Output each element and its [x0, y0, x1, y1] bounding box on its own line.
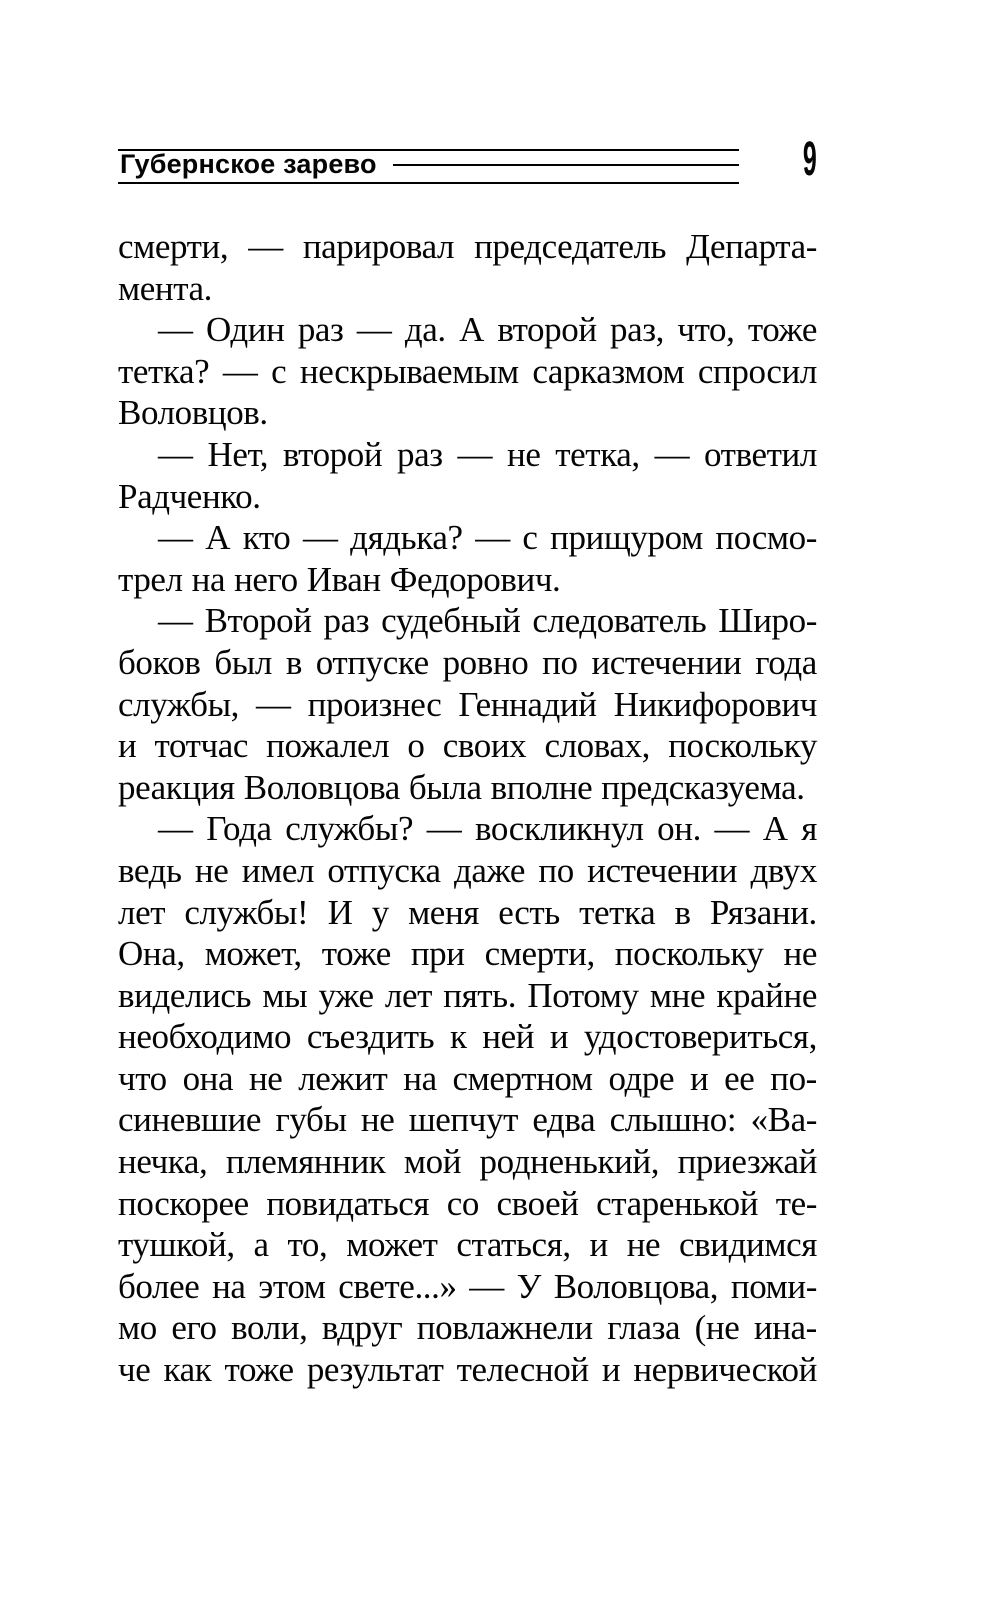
- word: Федорович.: [389, 559, 561, 599]
- word: раз: [297, 310, 344, 350]
- word: Воловцова: [243, 767, 400, 807]
- word: а: [253, 1225, 269, 1265]
- word: необходимо: [118, 1017, 292, 1057]
- word: на: [403, 1058, 437, 1098]
- text-line: [118, 684, 817, 726]
- word: повлажнели: [416, 1308, 593, 1348]
- word: Нет,: [207, 434, 269, 474]
- word: племянник: [225, 1142, 386, 1182]
- word: с: [522, 518, 538, 558]
- word: с: [271, 351, 287, 391]
- word: не: [360, 1100, 395, 1140]
- page-number: 9: [803, 133, 817, 186]
- text-line: [118, 1058, 817, 1100]
- word: второй: [497, 310, 597, 350]
- word: мента.: [118, 268, 213, 308]
- word: Рязани.: [709, 892, 817, 932]
- header-title-row: [118, 151, 739, 182]
- word: ведь: [118, 850, 182, 890]
- text-line: [118, 434, 817, 476]
- word: и: [118, 726, 137, 766]
- word: нескрываемым: [299, 351, 519, 391]
- word: нервической: [633, 1350, 817, 1390]
- word: отпуска: [327, 850, 441, 890]
- word: поскольку: [668, 726, 817, 766]
- word: своих: [442, 726, 527, 766]
- word: —: [158, 434, 193, 474]
- word: —: [475, 518, 510, 558]
- word: словах,: [544, 726, 651, 766]
- word: на: [212, 1266, 246, 1306]
- word: Года: [206, 809, 272, 849]
- word: меня: [408, 892, 479, 932]
- word: (не: [694, 1308, 740, 1348]
- word: да.: [404, 310, 446, 350]
- word: не: [248, 1058, 283, 1098]
- word: поскорее: [118, 1183, 249, 1223]
- word: воскликнул: [474, 809, 644, 849]
- word: парировал: [302, 227, 455, 266]
- word: Никифорович: [613, 684, 817, 724]
- word: Департа-: [686, 227, 817, 266]
- word: произнес: [307, 684, 442, 724]
- word: двух: [750, 850, 817, 890]
- word: раз: [397, 434, 443, 474]
- word: Широ-: [718, 601, 817, 641]
- word: результат: [306, 1350, 444, 1390]
- text-line: [118, 1183, 817, 1225]
- text-line: [118, 476, 817, 518]
- word: трел: [118, 559, 183, 599]
- word: на: [191, 559, 226, 599]
- word: съездить: [306, 1017, 435, 1057]
- word: едва: [532, 1100, 596, 1140]
- word: Потому: [527, 975, 639, 1015]
- word: —: [714, 809, 750, 849]
- word: со: [446, 1183, 479, 1223]
- word: не: [626, 1225, 661, 1265]
- word: своей: [496, 1183, 579, 1223]
- word: и: [589, 1225, 608, 1265]
- word: статься,: [456, 1225, 571, 1265]
- word: воли,: [231, 1308, 308, 1348]
- text-line: [118, 850, 817, 892]
- word: как: [163, 1350, 212, 1390]
- word: имел: [241, 850, 315, 890]
- word: истечении: [587, 850, 738, 890]
- word: ее: [724, 1058, 755, 1098]
- word: мы: [262, 975, 308, 1015]
- word: спросил: [697, 351, 817, 391]
- text-line: [118, 309, 817, 351]
- text-line: [118, 1141, 817, 1183]
- text-line: [118, 559, 817, 601]
- word: дядька?: [350, 518, 463, 558]
- word: Один: [205, 310, 285, 350]
- text-line: [118, 808, 817, 850]
- word: «Ва-: [750, 1100, 817, 1140]
- word: его: [171, 1308, 217, 1348]
- word: по: [542, 642, 578, 682]
- word: я: [801, 809, 817, 849]
- word: тоже: [224, 1350, 294, 1390]
- word: —: [426, 809, 462, 849]
- word: одре: [608, 1058, 675, 1098]
- text-line: [118, 767, 817, 809]
- word: предсказуема.: [601, 767, 805, 807]
- word: Второй: [204, 601, 312, 641]
- word: более: [118, 1266, 200, 1306]
- word: —: [469, 1266, 504, 1306]
- word: и: [689, 1058, 709, 1098]
- word: синевшие: [118, 1100, 262, 1140]
- text-line: [118, 975, 817, 1017]
- word: боков: [118, 642, 201, 682]
- word: лет: [384, 975, 432, 1015]
- word: Воловцов.: [118, 393, 268, 433]
- word: что: [118, 1058, 167, 1098]
- word: —: [248, 227, 283, 266]
- word: есть: [498, 892, 560, 932]
- word: —: [654, 434, 690, 474]
- word: —: [158, 809, 193, 849]
- word: мне: [649, 975, 706, 1015]
- body-text: [118, 226, 817, 1391]
- word: слышно:: [609, 1100, 737, 1140]
- word: виделись: [118, 975, 252, 1015]
- word: может,: [204, 934, 302, 974]
- text-line: [118, 351, 817, 393]
- word: не: [783, 934, 817, 974]
- word: к: [449, 1017, 467, 1057]
- word: пять.: [443, 975, 517, 1015]
- word: —: [457, 434, 493, 474]
- word: по: [538, 850, 574, 890]
- word: А: [459, 310, 484, 350]
- word: приезжай: [677, 1142, 817, 1182]
- word: по-: [770, 1058, 817, 1098]
- word: ответил: [704, 434, 817, 474]
- word: ина-: [753, 1308, 817, 1348]
- word: в: [674, 892, 691, 932]
- text-line: [118, 1266, 817, 1308]
- text-line: [118, 226, 817, 268]
- word: был: [214, 642, 272, 682]
- word: —: [356, 310, 392, 350]
- word: в: [285, 642, 302, 682]
- word: что,: [677, 310, 735, 350]
- text-line: [118, 933, 817, 975]
- word: отпуске: [315, 642, 429, 682]
- word: сарказмом: [532, 351, 685, 391]
- word: истечении: [591, 642, 742, 682]
- word: может: [346, 1225, 438, 1265]
- word: —: [158, 518, 193, 558]
- word: была: [408, 767, 482, 807]
- word: службы,: [118, 684, 240, 724]
- text-line: [118, 1224, 817, 1266]
- word: смерти,: [484, 934, 595, 974]
- text-line: [118, 1307, 817, 1349]
- word: тоже: [321, 934, 391, 974]
- word: телесной: [456, 1350, 589, 1390]
- word: повидаться: [266, 1183, 430, 1223]
- word: тетка,: [555, 434, 640, 474]
- word: поскольку: [614, 934, 764, 974]
- word: второй: [282, 434, 383, 474]
- word: —: [158, 310, 193, 350]
- word: Радченко.: [118, 476, 261, 516]
- word: глаза: [607, 1308, 681, 1348]
- word: —: [256, 684, 291, 724]
- word: нечка,: [118, 1142, 208, 1182]
- word: мой: [403, 1142, 462, 1182]
- word: А: [205, 518, 231, 558]
- header-rule-middle: [393, 164, 739, 166]
- word: этом: [258, 1266, 326, 1306]
- word: года: [755, 642, 817, 682]
- word: шепчут: [408, 1100, 518, 1140]
- word: следователь: [532, 601, 707, 641]
- word: и: [549, 1017, 569, 1057]
- header-rule-bottom: [118, 182, 739, 184]
- word: —: [302, 518, 338, 558]
- word: лет: [118, 892, 166, 932]
- word: он.: [657, 809, 701, 849]
- word: те-: [775, 1183, 817, 1223]
- word: кто: [242, 518, 291, 558]
- text-line: [118, 600, 817, 642]
- word: тотчас: [154, 726, 248, 766]
- word: службы!: [184, 892, 309, 932]
- word: Воловцова,: [553, 1266, 719, 1306]
- word: губы: [275, 1100, 347, 1140]
- text-line: [118, 892, 817, 934]
- text-line: [118, 1016, 817, 1058]
- word: —: [158, 601, 193, 641]
- word: крайне: [716, 975, 817, 1015]
- word: уже: [318, 975, 374, 1015]
- word: при: [410, 934, 465, 974]
- word: пожалел: [266, 726, 390, 766]
- text-line: [118, 392, 817, 434]
- word: прищуром: [550, 518, 703, 558]
- chapter-title: Губернское зарево: [120, 149, 377, 179]
- word: тетка?: [118, 351, 210, 391]
- running-header: [118, 149, 739, 184]
- word: посмо-: [715, 518, 817, 558]
- word: свидимся: [679, 1225, 817, 1265]
- word: Она,: [118, 934, 185, 974]
- word: не: [506, 434, 541, 474]
- word: старенькой: [596, 1183, 759, 1223]
- word: него: [234, 559, 298, 599]
- word: И: [327, 892, 353, 932]
- word: даже: [454, 850, 526, 890]
- word: удостовериться,: [583, 1017, 817, 1057]
- word: раз: [323, 601, 370, 641]
- word: то,: [287, 1225, 328, 1265]
- word: поми-: [730, 1266, 817, 1306]
- word: А: [762, 809, 788, 849]
- word: Геннадий: [458, 684, 597, 724]
- word: тушкой,: [118, 1225, 235, 1265]
- word: ровно: [442, 642, 529, 682]
- word: и: [601, 1350, 621, 1390]
- word: тоже: [747, 310, 817, 350]
- word: судебный: [381, 601, 521, 641]
- word: смертном: [452, 1058, 593, 1098]
- word: родненький,: [479, 1142, 660, 1182]
- word: вдруг: [321, 1308, 403, 1348]
- word: мо: [118, 1308, 157, 1348]
- word: председатель: [474, 227, 667, 266]
- text-line: [118, 642, 817, 684]
- word: у: [371, 892, 389, 932]
- text-line: [118, 725, 817, 767]
- word: ней: [482, 1017, 535, 1057]
- word: о: [407, 726, 425, 766]
- word: вполне: [490, 767, 593, 807]
- word: не: [194, 850, 229, 890]
- text-line: [118, 1099, 817, 1141]
- word: —: [222, 351, 258, 391]
- word: раз,: [610, 310, 665, 350]
- word: тетка: [579, 892, 656, 932]
- word: смерти,: [118, 227, 229, 266]
- word: она: [182, 1058, 234, 1098]
- word: службы?: [285, 809, 414, 849]
- text-line: [118, 268, 817, 310]
- word: лежит: [298, 1058, 388, 1098]
- text-line: [118, 517, 817, 559]
- text-line: [118, 1349, 817, 1391]
- word: реакция: [118, 767, 235, 807]
- word: че: [118, 1350, 151, 1390]
- word: Иван: [306, 559, 381, 599]
- word: свете...»: [338, 1266, 457, 1306]
- word: У: [516, 1266, 541, 1306]
